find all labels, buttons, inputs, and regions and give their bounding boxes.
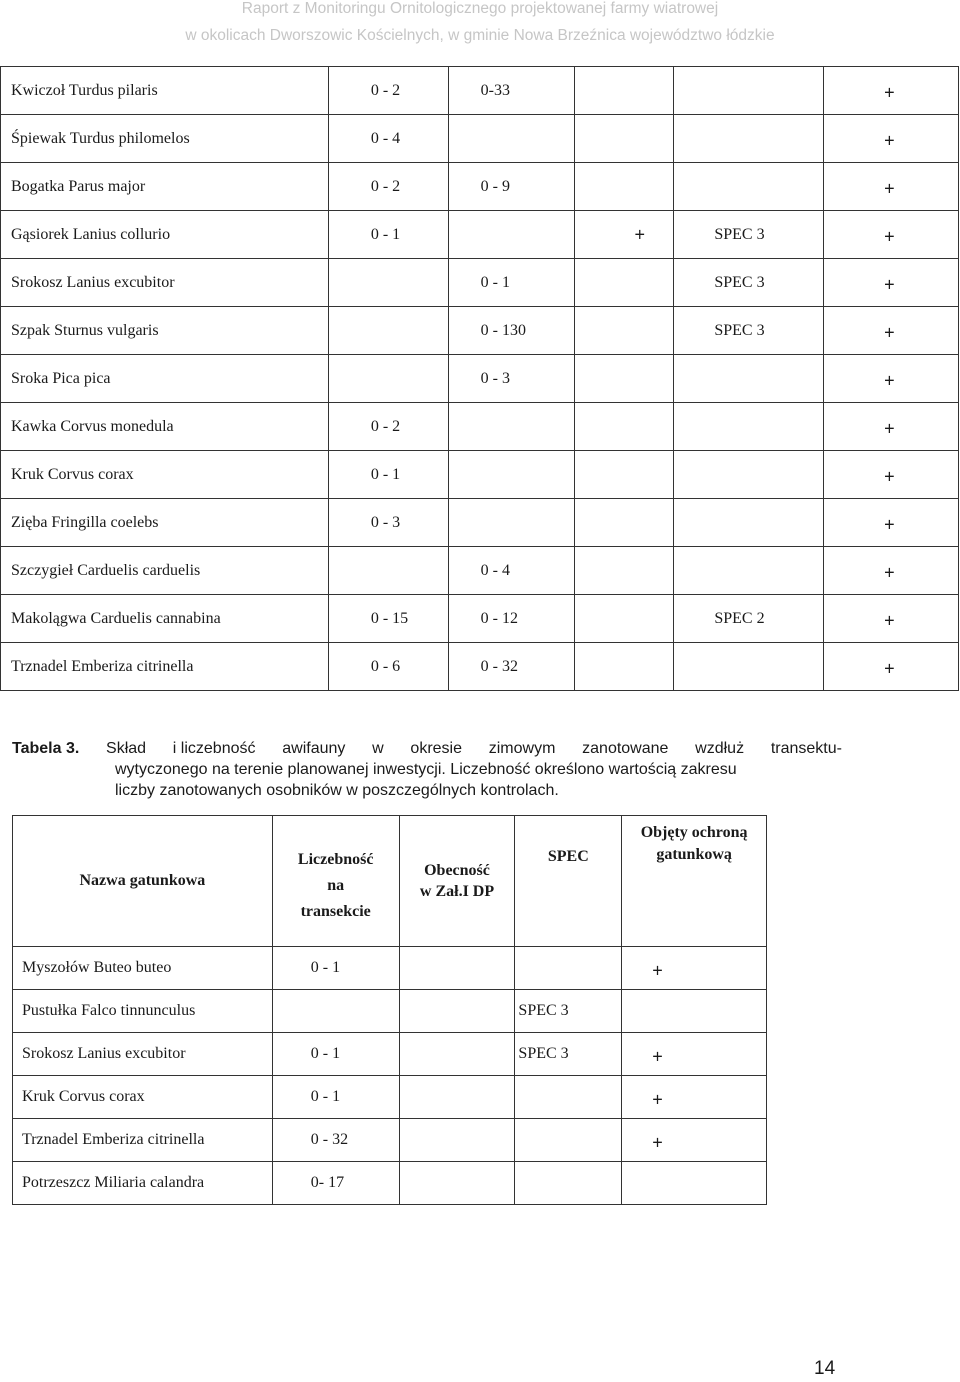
cell-c5 [674,403,824,451]
cell-annex [399,1162,515,1205]
species-table-winter [12,815,767,1205]
cell-c2 [328,547,448,595]
report-header-title: Raport z Monitoringu Ornitologicznego projektowanej farmy wiatrowej [241,0,719,17]
page-number: 14 [814,1358,836,1379]
cell-spec [515,947,622,990]
cell-value: SPEC 2 [714,609,765,627]
cell-value: 0 - 4 [480,561,510,579]
caption-word: w [372,740,384,757]
cell-value: SPEC 3 [714,321,765,339]
table-row [13,1162,767,1205]
cell-c5 [674,211,824,259]
table-row [1,67,959,115]
cell-c4 [574,355,674,403]
cell-c4 [574,499,674,547]
cell-c2 [328,595,448,643]
cell-value: 0 - 1 [310,959,341,976]
plus-mark: + [652,1089,663,1110]
cell-c4 [574,211,674,259]
header-protected: Objęty ochroną gatunkową [622,816,767,947]
caption-line-3: liczby zanotowanych osobników w poszczególnych kontrolach. [115,782,559,799]
cell-c3 [448,355,574,403]
caption-word: okresie [410,740,462,757]
table-row [1,307,959,355]
cell-c5 [674,115,824,163]
plus-mark: + [884,658,895,679]
species-name: Pustułka Falco tinnunculus [13,990,273,1033]
cell-c5 [674,643,824,691]
cell-c6 [824,403,959,451]
table-row [13,1119,767,1162]
cell-c2 [328,451,448,499]
cell-spec [515,990,622,1033]
cell-c4 [574,451,674,499]
table-row [13,1033,767,1076]
cell-c6 [824,307,959,355]
header-annex: Obecność w Zał.I DP [399,816,515,947]
plus-mark: + [884,610,895,631]
cell-value: 0 - 3 [370,513,401,531]
cell-prot [622,1162,767,1205]
table-row [1,259,959,307]
cell-annex [399,1119,515,1162]
cell-c5 [674,259,824,307]
cell-c6 [824,259,959,307]
cell-c4 [574,595,674,643]
cell-value: 0 - 6 [370,657,401,675]
cell-value: 0 - 1 [370,465,401,483]
cell-value: SPEC 3 [518,1002,569,1019]
cell-count [272,947,399,990]
species-name: Śpiewak Turdus philomelos [1,115,329,163]
table-row [1,499,959,547]
plus-mark: + [634,224,646,244]
species-name: Sroka Pica pica [1,355,329,403]
cell-c3 [448,115,574,163]
cell-c2 [328,307,448,355]
caption-word: awifauny [282,740,346,757]
species-name: Potrzeszcz Miliaria calandra [13,1162,273,1205]
plus-mark: + [884,178,895,199]
cell-c3 [448,643,574,691]
cell-c6 [824,499,959,547]
cell-count [272,990,399,1033]
plus-mark: + [884,370,895,391]
cell-value: 0 - 4 [370,129,401,147]
cell-c3 [448,163,574,211]
cell-c2 [328,259,448,307]
table-caption [12,738,842,801]
caption-label: Tabela 3. [12,740,80,757]
cell-prot [622,1033,767,1076]
caption-word: transektu- [770,740,842,757]
header-spec: SPEC [515,816,622,947]
cell-value: 0 - 1 [310,1088,341,1105]
cell-c6 [824,163,959,211]
plus-mark: + [884,82,895,103]
cell-c3 [448,67,574,115]
cell-c6 [824,595,959,643]
table-row [1,547,959,595]
species-name: Zięba Fringilla coelebs [1,499,329,547]
cell-value: 0-33 [480,81,510,99]
cell-prot [622,1119,767,1162]
cell-c5 [674,163,824,211]
plus-mark: + [884,418,895,439]
cell-c5 [674,307,824,355]
cell-c3 [448,403,574,451]
plus-mark: + [652,1132,663,1153]
cell-c2 [328,211,448,259]
cell-annex [399,1076,515,1119]
caption-word: Skład [106,740,147,757]
cell-value: SPEC 3 [714,225,765,243]
plus-mark: + [884,130,895,151]
plus-mark: + [884,274,895,295]
cell-c2 [328,643,448,691]
table-row [13,947,767,990]
caption-word: i liczebność [172,740,256,757]
table-row [1,115,959,163]
cell-c2 [328,163,448,211]
cell-c6 [824,67,959,115]
cell-c3 [448,547,574,595]
header-species-name: Nazwa gatunkowa [13,816,273,947]
cell-c4 [574,307,674,355]
cell-annex [399,947,515,990]
cell-value: 0 - 130 [480,321,526,339]
plus-mark: + [884,322,895,343]
cell-c6 [824,355,959,403]
cell-c3 [448,451,574,499]
caption-word: wzdłuż [695,740,745,757]
cell-c5 [674,355,824,403]
cell-value: 0 - 32 [480,657,518,675]
table-row [13,990,767,1033]
table-row [1,451,959,499]
species-name: Trznadel Emberiza citrinella [1,643,329,691]
species-name: Srokosz Lanius excubitor [13,1033,273,1076]
cell-c5 [674,547,824,595]
cell-prot [622,990,767,1033]
cell-c4 [574,643,674,691]
table-row [1,403,959,451]
table-row [13,1076,767,1119]
cell-c2 [328,499,448,547]
species-name: Trznadel Emberiza citrinella [13,1119,273,1162]
cell-c5 [674,595,824,643]
cell-c4 [574,259,674,307]
cell-c6 [824,547,959,595]
plus-mark: + [652,1046,663,1067]
cell-spec [515,1162,622,1205]
species-name: Kruk Corvus corax [13,1076,273,1119]
cell-spec [515,1119,622,1162]
cell-count [272,1162,399,1205]
cell-c6 [824,211,959,259]
cell-c6 [824,643,959,691]
cell-c3 [448,307,574,355]
cell-c2 [328,355,448,403]
cell-spec [515,1076,622,1119]
cell-value: 0- 17 [310,1174,345,1191]
cell-c6 [824,115,959,163]
cell-c4 [574,67,674,115]
cell-annex [399,990,515,1033]
plus-mark: + [884,514,895,535]
plus-mark: + [884,466,895,487]
table-row [1,211,959,259]
cell-c3 [448,499,574,547]
cell-c5 [674,499,824,547]
caption-line-2: wytyczonego na terenie planowanej inwestycji. Liczebność określono wartością zakresu [115,761,737,778]
cell-value: 0 - 32 [310,1131,349,1148]
species-name: Bogatka Parus major [1,163,329,211]
cell-value: 0 - 1 [370,225,401,243]
species-name: Szpak Sturnus vulgaris [1,307,329,355]
plus-mark: + [652,960,663,981]
report-header-location: w okolicach Dworszowic Kościelnych, w gminie Nowa Brzeźnica województwo łódzkie [185,27,775,44]
cell-c5 [674,451,824,499]
species-table-summer [0,66,959,691]
cell-value: 0 - 12 [480,609,518,627]
cell-prot [622,947,767,990]
species-name: Gąsiorek Lanius collurio [1,211,329,259]
header-count: Liczebność na transekcie [272,816,399,947]
species-name: Srokosz Lanius excubitor [1,259,329,307]
cell-count [272,1033,399,1076]
table-row [1,643,959,691]
cell-value: 0 - 15 [370,609,409,627]
cell-c2 [328,403,448,451]
cell-c4 [574,163,674,211]
species-name: Makolągwa Carduelis cannabina [1,595,329,643]
table-row [1,163,959,211]
cell-annex [399,1033,515,1076]
cell-c4 [574,547,674,595]
species-name: Kawka Corvus monedula [1,403,329,451]
cell-c6 [824,451,959,499]
species-name: Myszołów Buteo buteo [13,947,273,990]
cell-c3 [448,259,574,307]
cell-value: 0 - 9 [480,177,510,195]
cell-count [272,1076,399,1119]
cell-c4 [574,115,674,163]
cell-value: 0 - 2 [370,417,401,435]
cell-value: SPEC 3 [714,273,765,291]
species-name: Kwiczoł Turdus pilaris [1,67,329,115]
species-name: Szczygieł Carduelis carduelis [1,547,329,595]
cell-value: 0 - 2 [370,177,401,195]
caption-word: zimowym [488,740,556,757]
cell-value: 0 - 2 [370,81,401,99]
cell-c5 [674,67,824,115]
table-row [1,595,959,643]
cell-value: SPEC 3 [518,1045,569,1062]
cell-c3 [448,595,574,643]
cell-spec [515,1033,622,1076]
plus-mark: + [884,226,895,247]
plus-mark: + [884,562,895,583]
cell-value: 0 - 1 [310,1045,341,1062]
cell-c2 [328,67,448,115]
species-name: Kruk Corvus corax [1,451,329,499]
cell-c2 [328,115,448,163]
cell-prot [622,1076,767,1119]
cell-c4 [574,403,674,451]
table-row [1,355,959,403]
caption-word: zanotowane [582,740,669,757]
cell-value: 0 - 3 [480,369,510,387]
cell-count [272,1119,399,1162]
cell-value: 0 - 1 [480,273,510,291]
cell-c3 [448,211,574,259]
